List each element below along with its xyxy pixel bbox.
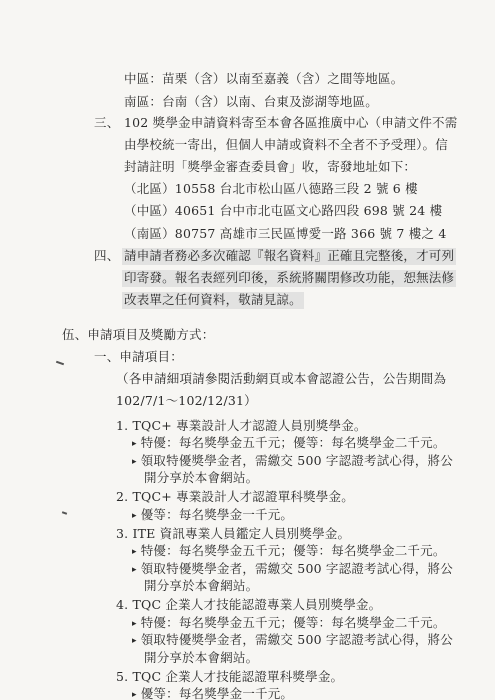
- award-item-5-bullet1: ▸ 優等：每名獎學金一千元。: [132, 686, 294, 700]
- item3-line1: 102 獎學金申請資料寄至本會各區推廣中心（申請文件不需: [124, 115, 458, 130]
- award-item-3-title: 3. ITE 資訊專業人員鑑定人員別獎學金。: [116, 525, 351, 541]
- bullet-icon: ▸: [132, 456, 137, 467]
- bullet-icon: ▸: [132, 636, 137, 647]
- item3-line2: 由學校統一寄出，但個人申請或資料不全者不予受理）。信: [124, 137, 448, 152]
- item3-line3: 封請註明「獎學金審查委員會」收，寄發地址如下：: [124, 159, 417, 174]
- item4-line1: 請申請者務必多次確認『報名資料』正確且完整後，才可列: [124, 248, 455, 263]
- address-south: （南區）80757 高雄市三民區博愛一路 366 號 7 樓之 4: [124, 226, 447, 241]
- item4-number: 四、: [94, 248, 120, 263]
- address-north: （北區）10558 台北市松山區八德路三段 2 號 6 樓: [124, 181, 418, 196]
- award-item-4-title: 4. TQC 企業人才技能認證專業人員別獎學金。: [116, 597, 382, 613]
- award-item-5-title: 5. TQC 企業人才技能認證單科獎學金。: [116, 668, 344, 684]
- note-line1: （各申請細項請參閱活動網頁或本會認證公告，公告期間為: [116, 371, 447, 386]
- award-item-3-bullet2-cont: 開分享於本會網站。: [144, 578, 259, 594]
- award-item-4-bullet1: ▸ 特優：每名獎學金五千元；優等：每名獎學金二千元。: [132, 614, 446, 630]
- bullet-icon: ▸: [132, 547, 137, 558]
- award-item-2-bullet1: ▸ 優等：每名獎學金一千元。: [132, 506, 294, 522]
- sub1-heading: 一、申請項目：: [94, 349, 183, 364]
- award-item-3-bullet2: ▸ 領取特優獎學金者，需繳交 500 字認證考試心得，將公: [132, 560, 453, 576]
- item4-line2: 印寄發。報名表經列印後，系統將關閉修改功能，恕無法修: [124, 270, 455, 285]
- award-item-3-bullet1: ▸ 特優：每名獎學金五千元；優等：每名獎學金二千元。: [132, 543, 446, 559]
- region-south-text: 南區：台南（含）以南、台東及澎湖等地區。: [124, 94, 379, 109]
- scan-mark: [62, 511, 67, 515]
- award-item-1-bullet2-cont: 開分享於本會網站。: [144, 470, 259, 486]
- section5-heading: 伍、申請項目及獎勵方式：: [62, 327, 215, 342]
- bullet-icon: ▸: [132, 690, 137, 700]
- address-central: （中區）40651 台中市北屯區文心路四段 698 號 24 樓: [124, 203, 443, 218]
- award-item-1-bullet1: ▸ 特優：每名獎學金五千元；優等：每名獎學金二千元。: [132, 435, 446, 451]
- bullet-icon: ▸: [132, 510, 137, 521]
- item4-line3: 改表單之任何資料，敬請見諒。: [124, 292, 302, 307]
- bullet-icon: ▸: [132, 564, 137, 575]
- bullet-icon: ▸: [132, 618, 137, 629]
- bullet-icon: ▸: [132, 439, 137, 450]
- region-central-text: 中區：苗栗（含）以南至嘉義（含）之間等地區。: [124, 71, 404, 86]
- award-item-4-bullet2-cont: 開分享於本會網站。: [144, 649, 259, 665]
- award-item-1-bullet2: ▸ 領取特優獎學金者，需繳交 500 字認證考試心得，將公: [132, 452, 453, 468]
- award-item-2-title: 2. TQC+ 專業設計人才認證單科獎學金。: [116, 489, 354, 505]
- item3-number: 三、: [94, 115, 120, 130]
- scan-mark: [56, 361, 64, 366]
- award-item-1-title: 1. TQC+ 專業設計人才認證人員別獎學金。: [116, 418, 367, 433]
- note-line2: 102/7/1～102/12/31）: [116, 393, 257, 408]
- award-item-4-bullet2: ▸ 領取特優獎學金者，需繳交 500 字認證考試心得，將公: [132, 632, 453, 648]
